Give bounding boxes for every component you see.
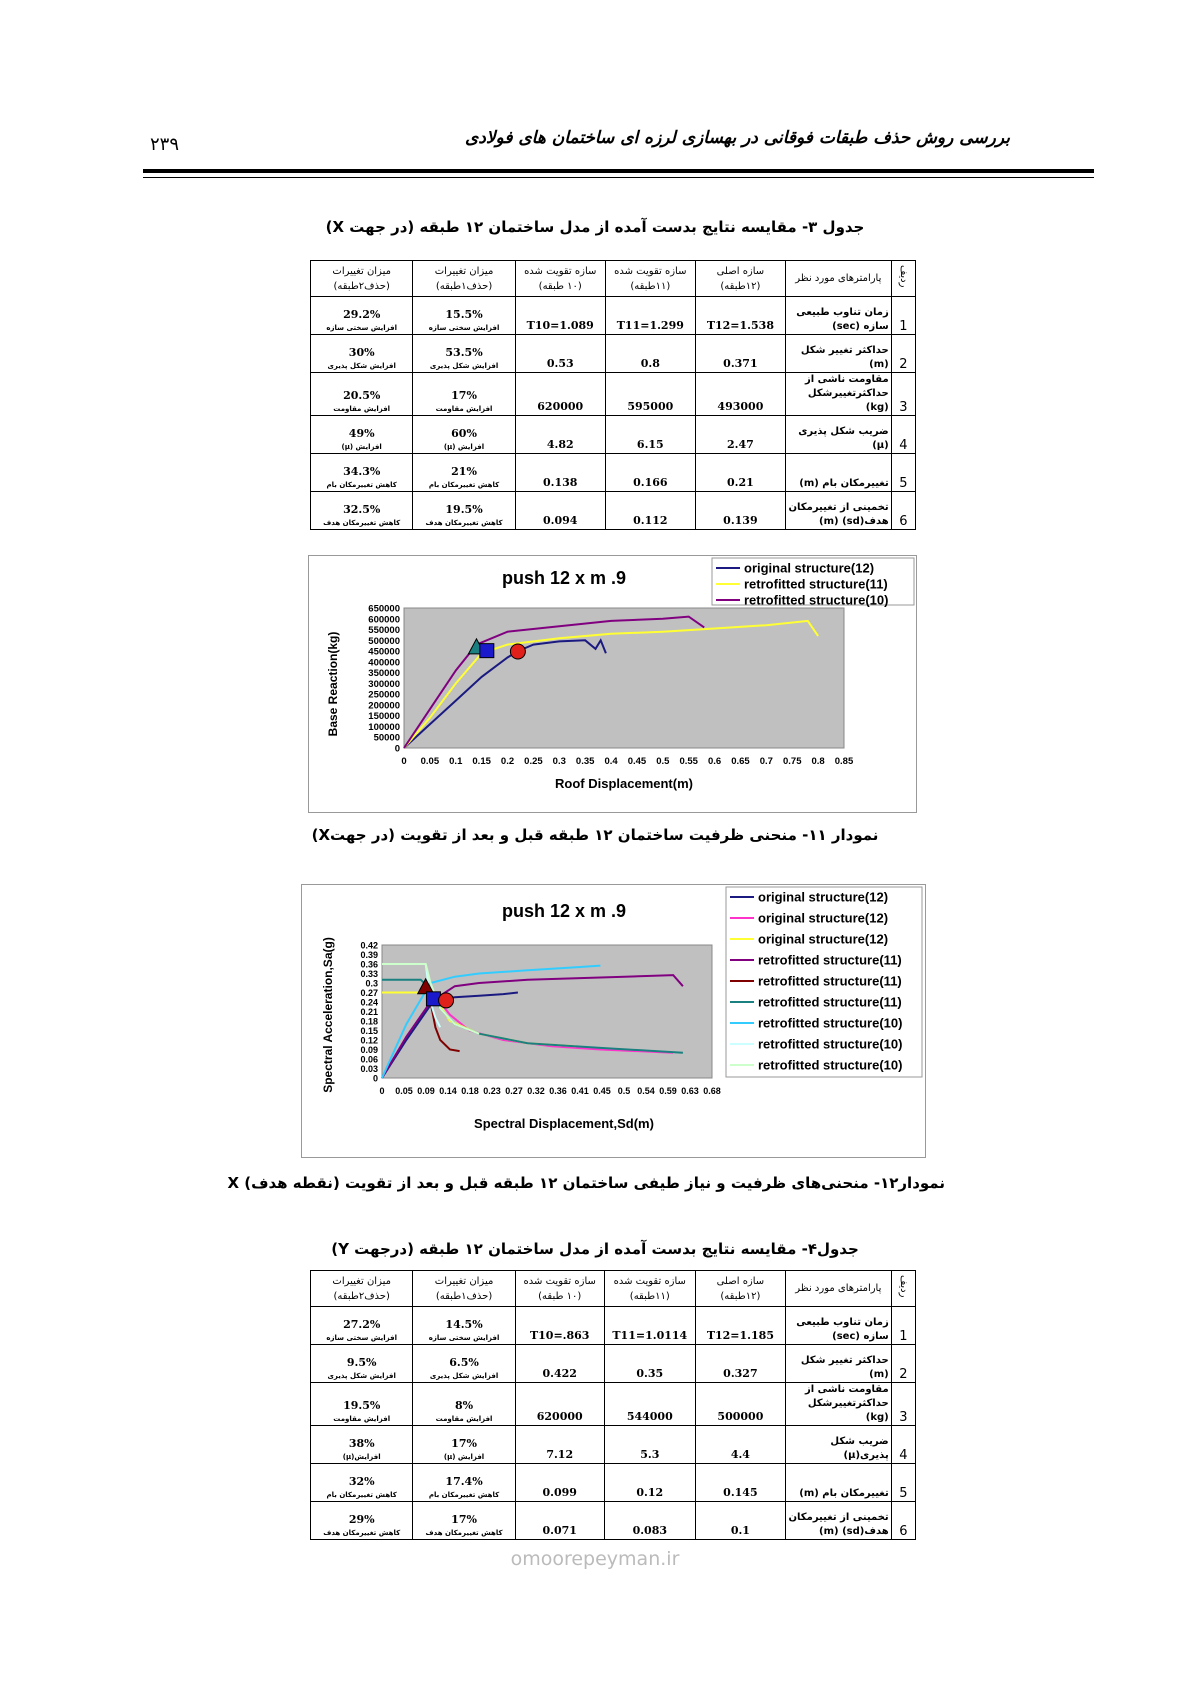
- change-1-cell: [413, 1383, 515, 1426]
- table4-caption: جدول۴- مقایسه نتایج بدست آمده از مدل ساختمان ۱۲ طبقه (درجهت Y): [331, 1240, 859, 1258]
- change-2-cell: [311, 1464, 413, 1502]
- x-tick-label: 0.3: [552, 756, 566, 767]
- page-number: ۲۳۹: [150, 134, 180, 155]
- orig-12-value: 0.371: [695, 335, 785, 373]
- change-1-cell: [413, 373, 515, 416]
- y-tick-label: 0.36: [360, 959, 378, 970]
- x-tick-label: 0.18: [461, 1086, 479, 1096]
- retro-10-value: 0.422: [515, 1345, 604, 1383]
- x-tick-label: 0.15: [472, 756, 491, 767]
- change-description: افزایش شکل پذیری: [429, 1372, 499, 1380]
- change-2-cell: [311, 335, 413, 373]
- change-percent: 17%: [451, 1513, 477, 1526]
- y-tick-label: 0: [394, 743, 400, 755]
- retro-11-value: 0.166: [605, 454, 695, 492]
- param-cell: زمان تناوب طبیعی سازه (sec): [785, 297, 891, 335]
- x-tick-label: 0.14: [439, 1086, 457, 1096]
- legend-label: retrofitted structure(10): [758, 1057, 903, 1073]
- orig-12-value: 0.139: [695, 492, 785, 530]
- row-index-cell: 3: [891, 373, 915, 416]
- x-tick-label: 0.68: [703, 1086, 721, 1096]
- change-description: کاهش تغییرمکان هدف: [323, 519, 401, 527]
- change-description: کاهش تغییرمکان هدف: [323, 1529, 401, 1537]
- change-1-cell: [413, 1464, 515, 1502]
- change-description: کاهش تغییرمکان بام: [428, 1491, 500, 1499]
- retro-10-value: T10=1.089: [515, 297, 605, 335]
- x-tick-label: 0.54: [637, 1086, 655, 1096]
- x-tick-label: 0.09: [417, 1086, 435, 1096]
- y-tick-label: 150000: [368, 711, 400, 723]
- legend-label: retrofitted structure(10): [758, 1036, 903, 1052]
- table3-caption: جدول ۳- مقایسه نتایج بدست آمده از مدل ساختمان ۱۲ طبقه (در جهت X): [325, 218, 865, 236]
- row-index-cell: 4: [891, 416, 915, 454]
- table-row: [311, 1464, 916, 1502]
- change-percent: 17%: [451, 1437, 477, 1450]
- change-percent: 29%: [348, 1513, 375, 1526]
- retro-11-value: T11=1.299: [605, 297, 695, 335]
- y-tick-label: 0.24: [360, 997, 378, 1008]
- retro-11-value: 0.35: [604, 1345, 695, 1383]
- orig-12-value: 493000: [695, 373, 785, 416]
- change-1-cell: [413, 1426, 515, 1464]
- x-tick-label: 0.45: [627, 756, 647, 767]
- change-percent: 17.4%: [445, 1475, 483, 1488]
- header-orig-12: سازه اصلی (۱۲طبقه): [695, 1271, 785, 1307]
- retro-10-value: 7.12: [515, 1426, 604, 1464]
- y-tick-label: 0.18: [360, 1016, 378, 1027]
- retro-11-value: 6.15: [605, 416, 695, 454]
- retro-10-value: 0.099: [515, 1464, 604, 1502]
- x-tick-label: 0.5: [617, 1086, 631, 1096]
- header-change-1: میزان تغییرات (حذف۱طبقه): [413, 261, 515, 297]
- x-tick-label: 0.32: [527, 1086, 545, 1096]
- table-row: [311, 492, 916, 530]
- row-index-cell: 1: [891, 1307, 915, 1345]
- y-tick-label: 300000: [368, 678, 400, 690]
- change-description: افزایش (μ): [341, 443, 382, 451]
- row-index-cell: 5: [891, 454, 915, 492]
- orig-12-value: 0.1: [695, 1502, 785, 1540]
- header-param: پارامترهای مورد نظر: [785, 261, 891, 297]
- x-tick-label: 0.75: [782, 756, 802, 767]
- change-description: افزایش سختی سازه: [326, 1334, 398, 1342]
- change-1-cell: [413, 1307, 515, 1345]
- change-percent: 19.5%: [445, 503, 483, 516]
- row-index-cell: 6: [891, 492, 915, 530]
- retro-11-value: 544000: [604, 1383, 695, 1426]
- change-description: افزایش سختی سازه: [428, 1334, 500, 1342]
- change-description: افزایش مقاومت: [435, 1415, 493, 1423]
- retro-10-value: T10=.863: [515, 1307, 604, 1345]
- y-tick-label: 350000: [368, 668, 400, 680]
- y-tick-label: 650000: [368, 603, 400, 615]
- y-tick-label: 0.39: [360, 950, 378, 960]
- change-percent: 30%: [348, 346, 375, 359]
- retro-11-value: 595000: [605, 373, 695, 416]
- chart12-frame: [301, 884, 926, 1158]
- table4: [310, 1270, 916, 1540]
- param-cell: تغییرمکان بام (m): [785, 454, 891, 492]
- change-description: افزایش (μ): [443, 1453, 485, 1461]
- y-tick-label: 0.03: [360, 1064, 378, 1074]
- change-percent: 60%: [451, 427, 477, 440]
- legend-label: retrofitted structure(10): [744, 592, 889, 608]
- retro-11-value: 0.112: [605, 492, 695, 530]
- table-row: [311, 373, 916, 416]
- table-row: [311, 297, 916, 335]
- retro-10-value: 0.071: [515, 1502, 604, 1540]
- retro-11-value: 0.8: [605, 335, 695, 373]
- change-percent: 15.5%: [445, 308, 483, 321]
- param-cell: ضریب شکل پذیری(μ): [785, 1426, 891, 1464]
- change-2-cell: [311, 416, 413, 454]
- change-percent: 34.3%: [343, 465, 381, 478]
- capacity-curve-chart: [309, 556, 916, 812]
- row-index-cell: 1: [891, 297, 915, 335]
- change-2-cell: [311, 1383, 413, 1426]
- header-param: پارامترهای مورد نظر: [785, 1271, 891, 1307]
- change-percent: 27.2%: [343, 1318, 381, 1331]
- row-index-cell: 4: [891, 1426, 915, 1464]
- change-description: افزایش سختی سازه: [326, 324, 398, 332]
- y-tick-label: 0.42: [360, 940, 378, 951]
- chart-title: push 12 x m .9: [501, 901, 627, 921]
- change-2-cell: [311, 1502, 413, 1540]
- chart12-caption: نمودار۱۲- منحنی‌های ظرفیت و نیاز طیفی ساختمان ۱۲ طبقه قبل و بعد از تقویت (نقطه هدف) X: [227, 1174, 945, 1192]
- param-cell: مقاومت ناشی از حداکثرتغییرشکل (kg): [785, 1383, 891, 1426]
- y-tick-label: 0.12: [360, 1035, 378, 1046]
- legend-label: original structure(12): [758, 910, 889, 926]
- change-1-cell: [413, 335, 515, 373]
- y-tick-label: 200000: [368, 700, 400, 712]
- orig-12-value: T12=1.538: [695, 297, 785, 335]
- orig-12-value: 4.4: [695, 1426, 785, 1464]
- change-description: افزایش (μ): [443, 443, 485, 451]
- table-row: [311, 1502, 916, 1540]
- marker-circle: [439, 993, 454, 1008]
- change-description: افزایش مقاومت: [333, 405, 391, 413]
- y-tick-label: 0: [372, 1073, 378, 1084]
- param-cell: حداکثر تغییر شکل (m): [785, 1345, 891, 1383]
- x-tick-label: 0.05: [395, 1086, 413, 1096]
- x-tick-label: 0.45: [593, 1086, 611, 1096]
- x-tick-label: 0: [379, 1086, 385, 1096]
- y-tick-label: 0.21: [360, 1007, 378, 1017]
- change-description: کاهش تغییرمکان بام: [326, 1491, 397, 1499]
- x-tick-label: 0.2: [500, 756, 515, 767]
- retro-11-value: 5.3: [604, 1426, 695, 1464]
- retro-10-value: 4.82: [515, 416, 605, 454]
- change-percent: 9.5%: [346, 1356, 377, 1369]
- header-change-2: میزان تغییرات (حذف۲طبقه): [311, 261, 413, 297]
- change-description: افزایش شکل پذیری: [327, 1372, 396, 1380]
- table-header-row: [311, 1271, 916, 1307]
- chart-legend: [726, 887, 922, 1077]
- y-axis-label: Spectral Acceleration,Sa(g): [321, 937, 335, 1093]
- y-tick-label: 0.27: [360, 988, 378, 998]
- change-percent: 21%: [451, 465, 477, 478]
- x-tick-label: 0.5: [656, 756, 670, 767]
- header-change-2: میزان تغییرات (حذف۲طبقه): [311, 1271, 413, 1307]
- change-description: افزایش شکل پذیری: [429, 362, 499, 370]
- x-tick-label: 0.7: [759, 756, 773, 767]
- chart11-frame: [308, 555, 917, 813]
- retro-10-value: 0.53: [515, 335, 605, 373]
- header-row-index: ردیف: [891, 261, 915, 297]
- change-description: افزایش سختی سازه: [428, 324, 500, 332]
- table-header-row: [311, 261, 916, 297]
- table3: [310, 260, 916, 530]
- y-tick-label: 0.09: [360, 1045, 378, 1055]
- orig-12-value: 0.21: [695, 454, 785, 492]
- change-description: افزایش مقاومت: [435, 405, 493, 413]
- x-tick-label: 0.85: [834, 756, 854, 767]
- header-change-1: میزان تغییرات (حذف۱طبقه): [413, 1271, 515, 1307]
- change-description: کاهش تغییرمکان هدف: [425, 1529, 503, 1537]
- y-axis-label: Base Reaction(kg): [326, 631, 340, 737]
- param-cell: حداکثر تغییر شکل (m): [785, 335, 891, 373]
- header-row-index: ردیف: [891, 1271, 915, 1307]
- row-index-cell: 3: [891, 1383, 915, 1426]
- change-percent: 38%: [348, 1437, 375, 1450]
- change-percent: 6.5%: [449, 1356, 479, 1369]
- x-axis-label: Roof Displacement(m): [555, 776, 693, 791]
- change-1-cell: [413, 1345, 515, 1383]
- param-cell: ضریب شکل پذیری (μ): [785, 416, 891, 454]
- table-row: [311, 454, 916, 492]
- row-index-cell: 6: [891, 1502, 915, 1540]
- change-1-cell: [413, 297, 515, 335]
- running-header-title: بررسی روش حذف طبقات فوقانی در بهسازی لرزه ای ساختمان های فولادی: [464, 128, 1010, 148]
- retro-10-value: 0.094: [515, 492, 605, 530]
- change-percent: 8%: [455, 1399, 474, 1412]
- y-tick-label: 600000: [368, 614, 400, 626]
- row-index-cell: 2: [891, 335, 915, 373]
- change-2-cell: [311, 1426, 413, 1464]
- change-description: کاهش تغییرمکان بام: [428, 481, 500, 489]
- x-tick-label: 0.05: [420, 756, 440, 767]
- orig-12-value: 0.145: [695, 1464, 785, 1502]
- param-cell: تخمینی از تغییرمکان هدف(sd) (m): [785, 492, 891, 530]
- change-2-cell: [311, 1345, 413, 1383]
- orig-12-value: 0.327: [695, 1345, 785, 1383]
- x-tick-label: 0.41: [571, 1086, 589, 1096]
- legend-label: retrofitted structure(11): [744, 576, 888, 592]
- x-tick-label: 0.1: [449, 756, 463, 767]
- change-2-cell: [311, 297, 413, 335]
- legend-label: retrofitted structure(11): [758, 973, 902, 989]
- change-1-cell: [413, 416, 515, 454]
- x-tick-label: 0.25: [524, 756, 543, 767]
- y-tick-label: 0.33: [360, 969, 378, 979]
- param-cell: مقاومت ناشی از حداکثرتغییرشکل (kg): [785, 373, 891, 416]
- orig-12-value: 500000: [695, 1383, 785, 1426]
- watermark: omoorepeyman.ir: [510, 1548, 680, 1570]
- change-2-cell: [311, 373, 413, 416]
- plot-area: [404, 608, 844, 748]
- retro-11-value: 0.083: [604, 1502, 695, 1540]
- row-index-cell: 2: [891, 1345, 915, 1383]
- change-description: افزایش(μ): [342, 1453, 381, 1461]
- x-tick-label: 0.65: [731, 756, 750, 767]
- y-tick-label: 250000: [368, 689, 400, 701]
- legend-label: retrofitted structure(10): [758, 1015, 903, 1031]
- header-orig-12: سازه اصلی (۱۲طبقه): [695, 261, 785, 297]
- header-retro-10: سازه تقویت شده (۱۰ طبقه): [515, 1271, 604, 1307]
- param-cell: تخمینی از تغییرمکان هدف(sd) (m): [785, 1502, 891, 1540]
- x-axis-label: Spectral Displacement,Sd(m): [474, 1116, 654, 1131]
- legend-label: retrofitted structure(11): [758, 994, 902, 1010]
- change-percent: 14.5%: [445, 1318, 483, 1331]
- change-percent: 32.5%: [343, 503, 381, 516]
- retro-11-value: 0.12: [604, 1464, 695, 1502]
- legend-label: original structure(12): [758, 931, 889, 947]
- change-description: افزایش مقاومت: [333, 1415, 391, 1423]
- param-cell: تغییرمکان بام (m): [785, 1464, 891, 1502]
- x-tick-label: 0.35: [575, 756, 595, 767]
- change-2-cell: [311, 1307, 413, 1345]
- retro-10-value: 620000: [515, 1383, 604, 1426]
- change-1-cell: [413, 454, 515, 492]
- orig-12-value: T12=1.185: [695, 1307, 785, 1345]
- y-tick-label: 0.06: [360, 1054, 378, 1065]
- y-tick-label: 100000: [368, 721, 400, 733]
- header-retro-11: سازه تقویت شده (۱۱طبقه): [604, 1271, 695, 1307]
- change-1-cell: [413, 1502, 515, 1540]
- legend-label: original structure(12): [758, 889, 889, 905]
- y-tick-label: 50000: [373, 732, 400, 744]
- x-tick-label: 0: [401, 756, 407, 767]
- header-retro-11: سازه تقویت شده (۱۱طبقه): [605, 261, 695, 297]
- table-row: [311, 1345, 916, 1383]
- table-row: [311, 1426, 916, 1464]
- chart-legend: [712, 558, 914, 608]
- orig-12-value: 2.47: [695, 416, 785, 454]
- x-tick-label: 0.27: [505, 1086, 523, 1096]
- y-tick-label: 550000: [368, 625, 400, 637]
- x-tick-label: 0.8: [811, 756, 825, 767]
- x-tick-label: 0.36: [549, 1086, 567, 1096]
- change-percent: 29.2%: [343, 308, 381, 321]
- y-tick-label: 400000: [368, 657, 400, 669]
- table-row: [311, 416, 916, 454]
- change-description: کاهش تغییرمکان هدف: [425, 519, 503, 527]
- change-2-cell: [311, 454, 413, 492]
- chart11-caption: نمودار ۱۱- منحنی ظرفیت ساختمان ۱۲ طبقه قبل و بعد از تقویت (در جهتX): [311, 826, 879, 844]
- table-row: [311, 1307, 916, 1345]
- change-2-cell: [311, 492, 413, 530]
- header-rule: [143, 169, 1094, 173]
- change-percent: 19.5%: [343, 1399, 381, 1412]
- x-tick-label: 0.55: [679, 756, 698, 767]
- y-tick-label: 0.3: [365, 978, 378, 989]
- legend-label: original structure(12): [744, 560, 875, 576]
- marker-circle: [510, 644, 525, 659]
- x-tick-label: 0.63: [681, 1086, 699, 1096]
- header-rule-thin: [143, 177, 1094, 178]
- change-1-cell: [413, 492, 515, 530]
- retro-10-value: 620000: [515, 373, 605, 416]
- x-tick-label: 0.4: [604, 756, 618, 767]
- spectral-demand-chart: [302, 885, 925, 1157]
- change-percent: 32%: [348, 1475, 375, 1488]
- change-description: افزایش شکل پذیری: [327, 362, 396, 370]
- marker-square: [480, 644, 494, 658]
- change-percent: 49%: [348, 427, 375, 440]
- legend-label: retrofitted structure(11): [758, 952, 902, 968]
- x-tick-label: 0.59: [659, 1086, 677, 1096]
- x-tick-label: 0.6: [707, 756, 722, 767]
- change-description: کاهش تغییرمکان بام: [326, 481, 397, 489]
- table-row: [311, 335, 916, 373]
- change-percent: 53.5%: [445, 346, 483, 359]
- y-tick-label: 450000: [368, 646, 400, 658]
- retro-10-value: 0.138: [515, 454, 605, 492]
- x-tick-label: 0.23: [483, 1086, 501, 1096]
- row-index-cell: 5: [891, 1464, 915, 1502]
- y-tick-label: 0.15: [360, 1026, 378, 1036]
- param-cell: زمان تناوب طبیعی سازه (sec): [785, 1307, 891, 1345]
- retro-11-value: T11=1.0114: [604, 1307, 695, 1345]
- change-percent: 20.5%: [343, 389, 381, 402]
- y-tick-label: 500000: [368, 635, 400, 647]
- change-percent: 17%: [451, 389, 477, 402]
- table-row: [311, 1383, 916, 1426]
- header-retro-10: سازه تقویت شده (۱۰ طبقه): [515, 261, 605, 297]
- chart-title: push 12 x m .9: [501, 568, 627, 588]
